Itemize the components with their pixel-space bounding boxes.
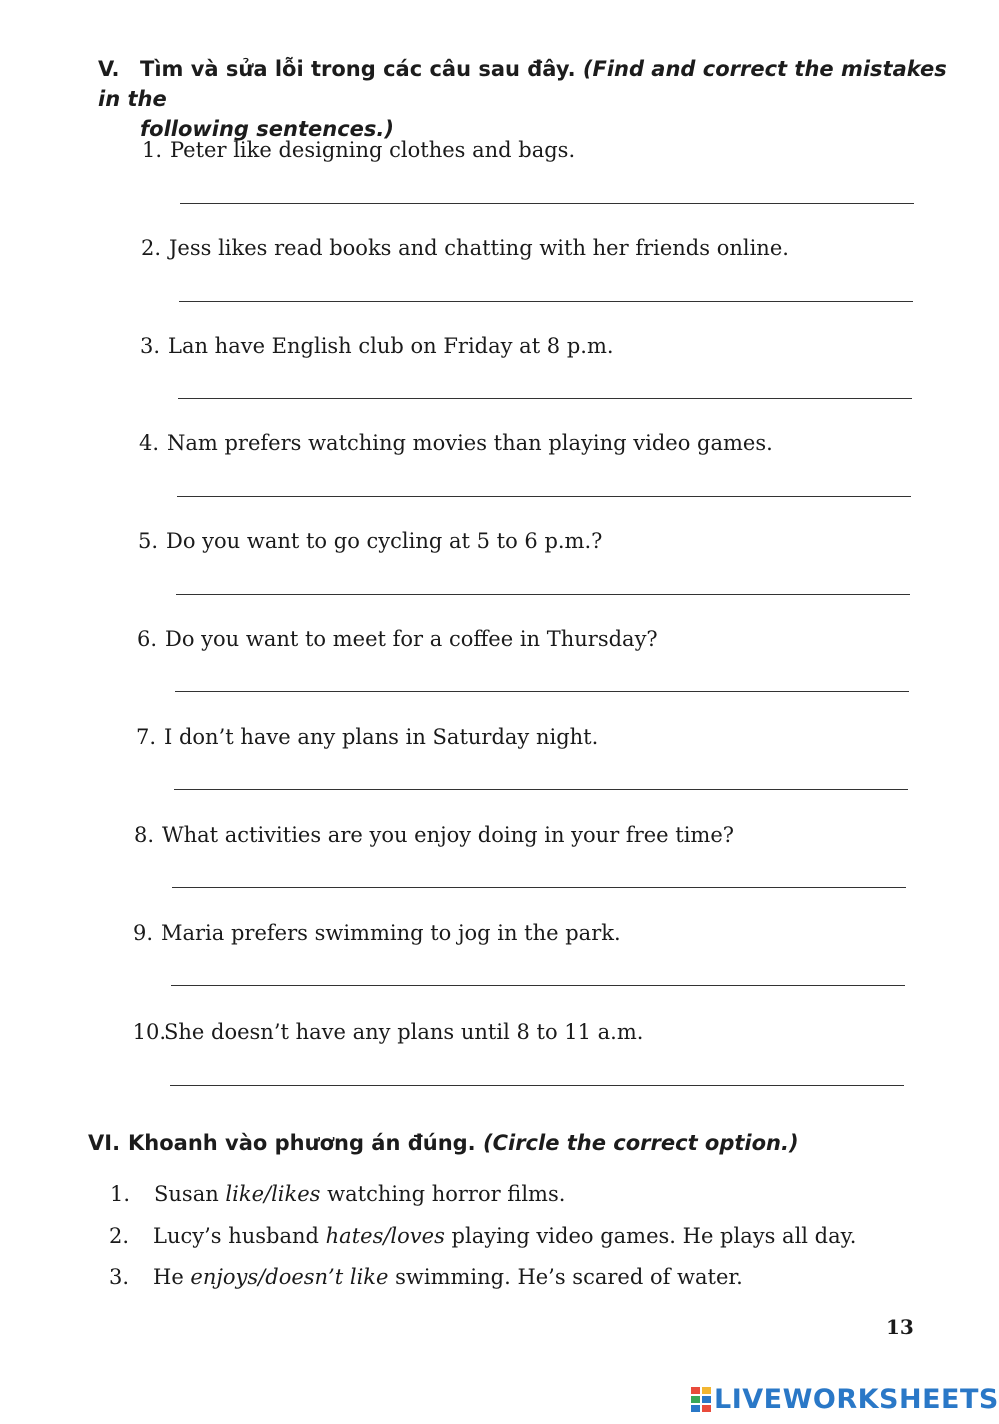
section-6-number: VI. [88, 1131, 121, 1155]
section-5-heading [98, 54, 948, 144]
section-6-title-vi: Khoanh vào phương án đúng. [128, 1131, 476, 1155]
option-choices[interactable]: enjoys/doesn’t like [190, 1265, 389, 1289]
answer-line-1[interactable] [180, 203, 914, 204]
question-5 [118, 528, 602, 554]
option-before: He [153, 1265, 191, 1289]
answer-line-8[interactable] [172, 887, 906, 888]
section-6-title-en: (Circle the correct option.) [482, 1131, 799, 1155]
answer-line-6[interactable] [175, 691, 909, 692]
section-6-heading [88, 1128, 948, 1158]
brand-footer [690, 1382, 999, 1416]
question-text: Lan have English club on Friday at 8 p.m. [168, 334, 614, 358]
question-10 [120, 1019, 643, 1045]
question-number: 4. [138, 431, 159, 455]
question-number: 7. [135, 725, 156, 749]
brand-name: LIVEWORKSHEETS [714, 1383, 999, 1415]
question-number: 6. [136, 627, 157, 651]
question-text: Peter like designing clothes and bags. [170, 138, 576, 162]
question-number: 5. [137, 529, 158, 553]
section-5-number: V. [98, 57, 120, 81]
answer-line-4[interactable] [177, 496, 911, 497]
question-text: Maria prefers swimming to jog in the park. [161, 921, 621, 945]
question-number: 9. [132, 921, 153, 945]
answer-line-9[interactable] [171, 985, 905, 986]
liveworksheets-logo-icon [690, 1385, 712, 1413]
answer-line-2[interactable] [179, 301, 913, 302]
option-after: playing video games. He plays all day. [444, 1224, 857, 1248]
question-text: Do you want to meet for a coffee in Thursday? [165, 627, 658, 651]
option-choices[interactable]: like/likes [225, 1182, 321, 1206]
section-5-title-en-2: following sentences.) [140, 117, 394, 141]
question-number: 2. [140, 236, 161, 260]
question-number: 1. [141, 138, 162, 162]
option-before: Lucy’s husband [153, 1224, 326, 1248]
question-number: 3. [139, 334, 160, 358]
option-before: Susan [154, 1182, 226, 1206]
question-text: What activities are you enjoy doing in your free time? [162, 823, 735, 847]
question-text: She doesn’t have any plans until 8 to 11 a.m. [164, 1020, 644, 1044]
section-5-title-vi: Tìm và sửa lỗi trong các câu sau đây. [140, 57, 576, 81]
question-1 [122, 137, 575, 163]
answer-line-5[interactable] [176, 594, 910, 595]
question-7 [116, 724, 598, 750]
question-9 [113, 920, 621, 946]
option-after: swimming. He’s scared of water. [388, 1265, 743, 1289]
question-2 [121, 235, 789, 261]
question-6 [117, 626, 658, 652]
question-8 [114, 822, 734, 848]
option-choices[interactable]: hates/loves [325, 1224, 445, 1248]
option-item-1 [108, 1181, 565, 1207]
option-number: 2. [108, 1224, 129, 1248]
question-4 [119, 430, 773, 456]
option-item-3 [107, 1264, 743, 1290]
option-number: 1. [109, 1182, 130, 1206]
question-number: 10. [132, 1020, 166, 1044]
page-number: 13 [886, 1315, 914, 1339]
option-after: watching horror films. [320, 1182, 566, 1206]
question-number: 8. [133, 823, 154, 847]
answer-line-10[interactable] [170, 1085, 904, 1086]
question-text: Jess likes read books and chatting with her friends online. [169, 236, 789, 260]
question-text: Nam prefers watching movies than playing video games. [167, 431, 773, 455]
question-3 [120, 333, 614, 359]
section-5-title-en-1: (Find and correct the mistakes in the [98, 57, 947, 111]
question-text: Do you want to go cycling at 5 to 6 p.m.? [166, 529, 603, 553]
option-number: 3. [108, 1265, 129, 1289]
question-text: I don’t have any plans in Saturday night. [164, 725, 599, 749]
answer-line-7[interactable] [174, 789, 908, 790]
option-item-2 [107, 1223, 856, 1249]
answer-line-3[interactable] [178, 398, 912, 399]
